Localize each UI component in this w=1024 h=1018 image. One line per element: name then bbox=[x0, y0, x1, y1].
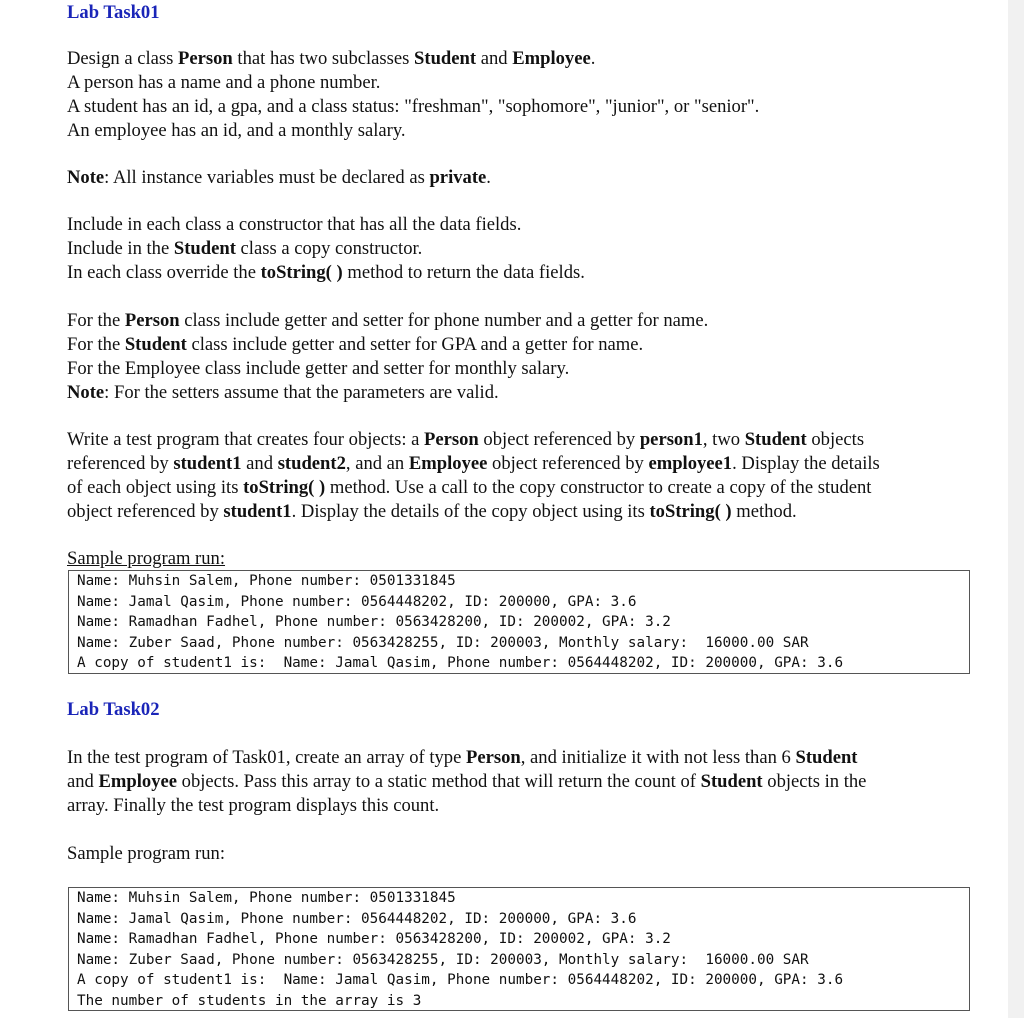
bold-term: Employee bbox=[512, 48, 591, 69]
bold-term: Person bbox=[466, 747, 521, 768]
task01-note-private bbox=[67, 166, 977, 190]
task01-getters-setters-paragraph bbox=[67, 309, 977, 405]
task02-sample-output-box bbox=[68, 887, 970, 1011]
bold-term: student1 bbox=[223, 501, 292, 522]
bold-term: toString( ) bbox=[243, 477, 326, 498]
text-line: object referenced by student1. Display the details of the copy object using its toString( ) method. bbox=[67, 501, 797, 522]
bold-term: person1 bbox=[639, 429, 703, 450]
text-line: A person has a name and a phone number. bbox=[67, 72, 381, 93]
output-line: Name: Ramadhan Fadhel, Phone number: 0563428200, ID: 200002, GPA: 3.2 bbox=[77, 931, 671, 947]
text-line: In each class override the toString( ) method to return the data fields. bbox=[67, 262, 585, 283]
bold-term: toString( ) bbox=[260, 262, 343, 283]
text-line: Design a class Person that has two subclasses Student and Employee. bbox=[67, 48, 596, 69]
bold-term: private bbox=[429, 167, 487, 188]
text-line: of each object using its toString( ) method. Use a call to the copy constructor to create a copy of the student bbox=[67, 477, 872, 498]
output-line: Name: Muhsin Salem, Phone number: 0501331845 bbox=[77, 890, 456, 906]
bold-term: Note bbox=[67, 382, 105, 403]
task01-constructors-paragraph bbox=[67, 213, 977, 285]
text-line: Include in the Student class a copy constructor. bbox=[67, 238, 423, 259]
output-line: Name: Muhsin Salem, Phone number: 0501331845 bbox=[77, 573, 456, 589]
bold-term: employee1 bbox=[648, 453, 733, 474]
text-line: For the Employee class include getter and setter for monthly salary. bbox=[67, 358, 570, 379]
output-line: Name: Ramadhan Fadhel, Phone number: 0563428200, ID: 200002, GPA: 3.2 bbox=[77, 614, 671, 630]
output-line: Name: Jamal Qasim, Phone number: 0564448202, ID: 200000, GPA: 3.6 bbox=[77, 910, 637, 927]
bold-term: Person bbox=[124, 310, 180, 331]
sample-label-text: Sample program run: bbox=[67, 548, 226, 569]
page-edge bbox=[1008, 0, 1024, 1018]
text-line: An employee has an id, and a monthly salary. bbox=[67, 120, 406, 141]
bold-term: Student bbox=[124, 334, 187, 355]
text-line: For the Person class include getter and setter for phone number and a getter for name. bbox=[67, 310, 709, 331]
task02-title: Lab Task02 bbox=[67, 699, 160, 720]
task02-sample-label: Sample program run: bbox=[67, 843, 226, 864]
task01-intro-paragraph bbox=[67, 47, 977, 143]
text-line: For the Student class include getter and setter for GPA and a getter for name. bbox=[67, 334, 644, 355]
text-line: Write a test program that creates four objects: a Person object referenced by person1, two Student objects bbox=[67, 429, 865, 450]
bold-term: Student bbox=[700, 771, 763, 792]
task02-paragraph bbox=[67, 746, 977, 818]
text-line: and Employee objects. Pass this array to a static method that will return the count of Student objects in the bbox=[67, 771, 867, 792]
bold-term: Student bbox=[744, 429, 807, 450]
bold-term: Person bbox=[178, 48, 233, 69]
bold-term: Note bbox=[67, 167, 105, 188]
output-line: A copy of student1 is: Name: Jamal Qasim, Phone number: 0564448202, ID: 200000, GPA: 3.6 bbox=[77, 972, 844, 988]
bold-term: Employee bbox=[98, 771, 177, 792]
task01-sample-output-box bbox=[68, 570, 970, 674]
task01-sample-label bbox=[67, 547, 977, 571]
text-line: Note: All instance variables must be declared as private. bbox=[67, 167, 491, 188]
output-line: Name: Jamal Qasim, Phone number: 0564448202, ID: 200000, GPA: 3.6 bbox=[77, 593, 637, 610]
bold-term: Person bbox=[424, 429, 479, 450]
bold-term: Student bbox=[414, 48, 477, 69]
bold-term: Employee bbox=[408, 453, 488, 474]
task01-title: Lab Task01 bbox=[67, 2, 160, 23]
text-line: In the test program of Task01, create an array of type Person, and initialize it with not less than 6 Student bbox=[67, 747, 858, 768]
output-line: Name: Zuber Saad, Phone number: 0563428255, ID: 200003, Monthly salary: 16000.00 SAR bbox=[77, 634, 809, 651]
text-line: A student has an id, a gpa, and a class status: "freshman", "sophomore", "junior", or "senior". bbox=[67, 96, 760, 117]
output-line: The number of students in the array is 3 bbox=[77, 992, 422, 1009]
bold-term: Student bbox=[795, 747, 858, 768]
bold-term: student1 bbox=[173, 453, 242, 474]
bold-term: student2 bbox=[277, 453, 346, 474]
text-line: Note: For the setters assume that the parameters are valid. bbox=[67, 382, 499, 403]
text-line: Include in each class a constructor that has all the data fields. bbox=[67, 214, 522, 235]
text-line: array. Finally the test program displays this count. bbox=[67, 795, 440, 816]
bold-term: toString( ) bbox=[649, 501, 732, 522]
output-line: Name: Zuber Saad, Phone number: 0563428255, ID: 200003, Monthly salary: 16000.00 SAR bbox=[77, 951, 809, 968]
bold-term: Student bbox=[173, 238, 236, 259]
text-line: referenced by student1 and student2, and an Employee object referenced by employee1. Display the details bbox=[67, 453, 880, 474]
task01-test-program-paragraph bbox=[67, 428, 977, 524]
output-line: A copy of student1 is: Name: Jamal Qasim, Phone number: 0564448202, ID: 200000, GPA: 3.6 bbox=[77, 655, 844, 671]
